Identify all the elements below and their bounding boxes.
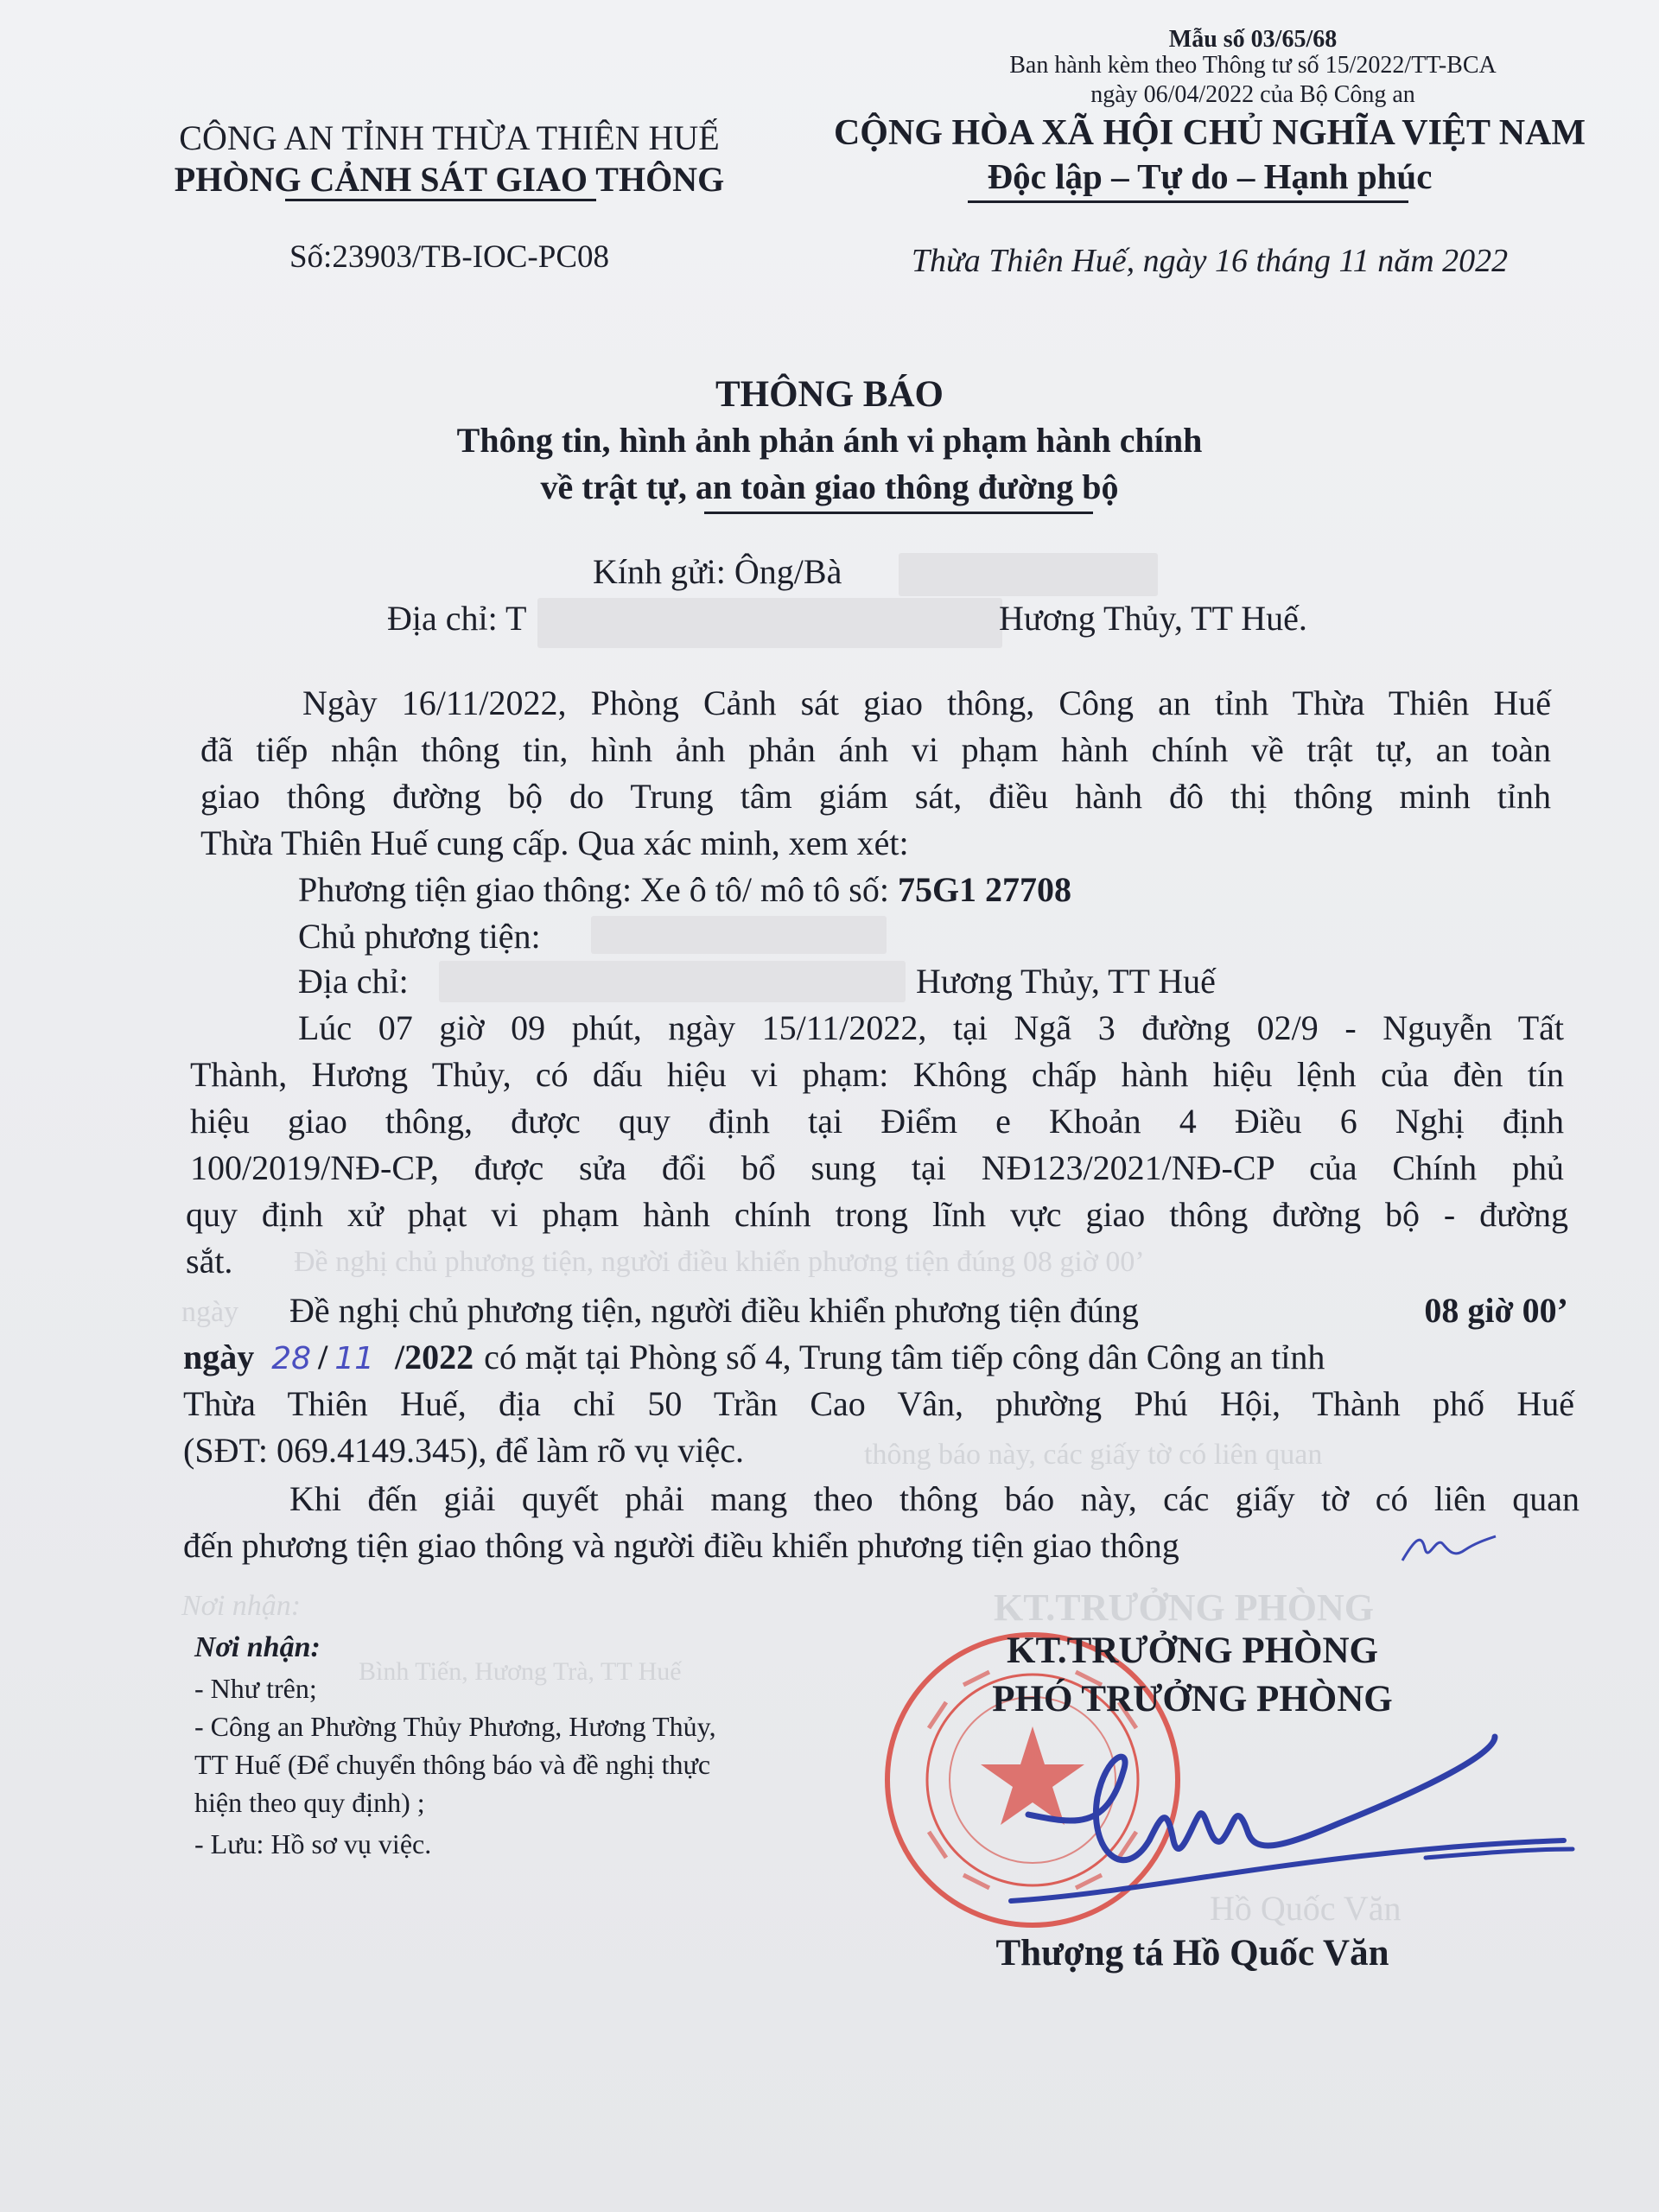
recipients-item-1: - Như trên; xyxy=(194,1673,317,1704)
initial-mark xyxy=(1395,1522,1499,1574)
bleed-through-text: KT.TRƯỞNG PHÒNG xyxy=(994,1586,1374,1629)
agency-underline xyxy=(285,199,596,201)
body-paragraph-2-line-1: Lúc 07 giờ 09 phút, ngày 15/11/2022, tại Ngã 3 đường 02/9 - Nguyễn Tất xyxy=(298,1008,1564,1047)
title-underline xyxy=(704,512,1093,514)
bleed-through-text: Hồ Quốc Văn xyxy=(1210,1889,1402,1928)
appointment-day-label: ngày xyxy=(183,1338,255,1376)
signature-role-1: KT.TRƯỞNG PHÒNG xyxy=(1007,1630,1378,1671)
body-paragraph-3-line-1 xyxy=(289,1290,1568,1331)
redacted-recipient-name xyxy=(899,553,1158,596)
body-paragraph-2-line-4: 100/2019/NĐ-CP, được sửa đổi bổ sung tại NĐ123/2021/NĐ-CP của Chính phủ xyxy=(190,1148,1564,1187)
handwritten-day: 28 xyxy=(271,1341,312,1376)
signer-name: Thượng tá Hồ Quốc Văn xyxy=(995,1933,1389,1974)
national-name: CỘNG HÒA XÃ HỘI CHỦ NGHĨA VIỆT NAM xyxy=(833,113,1586,153)
owner-address-label: Địa chỉ: xyxy=(298,962,409,1001)
document-title: THÔNG BÁO xyxy=(715,374,944,415)
recipients-item-2: - Công an Phường Thủy Phương, Hương Thủy, xyxy=(194,1711,716,1742)
redacted-owner-name xyxy=(591,916,887,954)
owner-label: Chủ phương tiện: xyxy=(298,917,541,956)
body-paragraph-3-line-3: Thừa Thiên Huế, địa chỉ 50 Trần Cao Vân, phường Phú Hội, Thành phố Huế xyxy=(183,1384,1574,1423)
date-separator: / xyxy=(318,1338,328,1376)
signature-role-2: PHÓ TRƯỞNG PHÒNG xyxy=(992,1679,1393,1719)
body-paragraph-1-line-4: Thừa Thiên Huế cung cấp. Qua xác minh, xem xét: xyxy=(200,823,909,862)
vehicle-label-text: Phương tiện giao thông: Xe ô tô/ mô tô số: xyxy=(298,870,889,909)
recipients-item-2-cont-2: hiện theo quy định) ; xyxy=(194,1787,425,1818)
recipient-address-label: Địa chỉ: T xyxy=(387,599,527,638)
recipient-greeting: Kính gửi: Ông/Bà xyxy=(593,552,842,591)
place-date: Thừa Thiên Huế, ngày 16 tháng 11 năm 2022 xyxy=(911,243,1509,279)
bleed-through-text: Nơi nhận: xyxy=(181,1590,302,1622)
agency-parent: CÔNG AN TỈNH THỪA THIÊN HUẾ xyxy=(179,118,720,157)
document-subtitle-line2: về trật tự, an toàn giao thông đường bộ xyxy=(540,467,1119,506)
body-paragraph-2-line-2: Thành, Hương Thủy, có dấu hiệu vi phạm: Không chấp hành hiệu lệnh của đèn tín xyxy=(190,1055,1564,1094)
bleed-through-text: ngày xyxy=(181,1296,239,1328)
bleed-through-text: thông báo này, các giấy tờ có liên quan xyxy=(864,1439,1323,1471)
owner-address-suffix: Hương Thủy, TT Huế xyxy=(916,962,1216,1001)
body-paragraph-1-line-1: Ngày 16/11/2022, Phòng Cảnh sát giao thông, Công an tỉnh Thừa Thiên Huế xyxy=(302,683,1551,722)
recipients-title: Nơi nhận: xyxy=(194,1631,321,1663)
body-paragraph-1-line-2: đã tiếp nhận thông tin, hình ảnh phản ánh vi phạm hành chính về trật tự, an toàn xyxy=(200,730,1551,769)
body-paragraph-3-line-2 xyxy=(183,1337,1574,1377)
appointment-time: 08 giờ 00’ xyxy=(1424,1291,1568,1330)
redacted-owner-address xyxy=(439,961,906,1002)
body-paragraph-2-line-3: hiệu giao thông, được quy định tại Điểm e Khoản 4 Điều 6 Nghị định xyxy=(190,1102,1564,1141)
form-number: Mẫu số 03/65/68 xyxy=(1168,26,1338,53)
form-issued-with: Ban hành kèm theo Thông tư số 15/2022/TT-BCA xyxy=(1009,52,1497,79)
recipients-item-3: - Lưu: Hồ sơ vụ việc. xyxy=(194,1828,432,1859)
vehicle-plate: 75G1 27708 xyxy=(897,870,1072,909)
national-motto: Độc lập – Tự do – Hạnh phúc xyxy=(987,156,1433,196)
recipient-address-suffix: Hương Thủy, TT Huế. xyxy=(999,599,1307,638)
body-paragraph-2-line-6: sắt. xyxy=(186,1242,233,1281)
handwritten-month: 11 xyxy=(334,1341,374,1376)
motto-underline xyxy=(968,200,1408,203)
document-subtitle-line1: Thông tin, hình ảnh phản ánh vi phạm hành chính xyxy=(456,421,1203,460)
vehicle-label xyxy=(298,869,1071,910)
redacted-recipient-address xyxy=(537,598,1002,648)
body-paragraph-4-line-2: đến phương tiện giao thông và người điều khiển phương tiện giao thông xyxy=(183,1526,1179,1565)
appointment-request-text: Đề nghị chủ phương tiện, người điều khiển phương tiện đúng xyxy=(289,1291,1139,1330)
body-paragraph-4-line-1: Khi đến giải quyết phải mang theo thông báo này, các giấy tờ có liên quan xyxy=(289,1479,1580,1518)
document-number: Số:23903/TB-IOC-PC08 xyxy=(289,239,610,275)
body-paragraph-3-line-4: (SĐT: 069.4149.345), để làm rõ vụ việc. xyxy=(183,1431,745,1470)
bleed-through-text: Đề nghị chủ phương tiện, người điều khiển phương tiện đúng 08 giờ 00’ xyxy=(294,1246,1145,1278)
appointment-location: có mặt tại Phòng số 4, Trung tâm tiếp công dân Công an tỉnh xyxy=(484,1338,1325,1376)
body-paragraph-1-line-3: giao thông đường bộ do Trung tâm giám sát, điều hành đô thị thông minh tỉnh xyxy=(200,777,1551,816)
recipients-item-2-cont: TT Huế (Để chuyển thông báo và đề nghị thực xyxy=(194,1749,711,1780)
body-paragraph-2-line-5: quy định xử phạt vi phạm hành chính trong lĩnh vực giao thông đường bộ - đường xyxy=(186,1195,1568,1234)
handwritten-signature xyxy=(976,1719,1581,1927)
appointment-year: /2022 xyxy=(395,1338,474,1376)
agency-department: PHÒNG CẢNH SÁT GIAO THÔNG xyxy=(174,160,725,199)
form-issued-date: ngày 06/04/2022 của Bộ Công an xyxy=(1090,81,1415,108)
bleed-through-text: Bình Tiến, Hương Trà, TT Huế xyxy=(359,1657,682,1686)
